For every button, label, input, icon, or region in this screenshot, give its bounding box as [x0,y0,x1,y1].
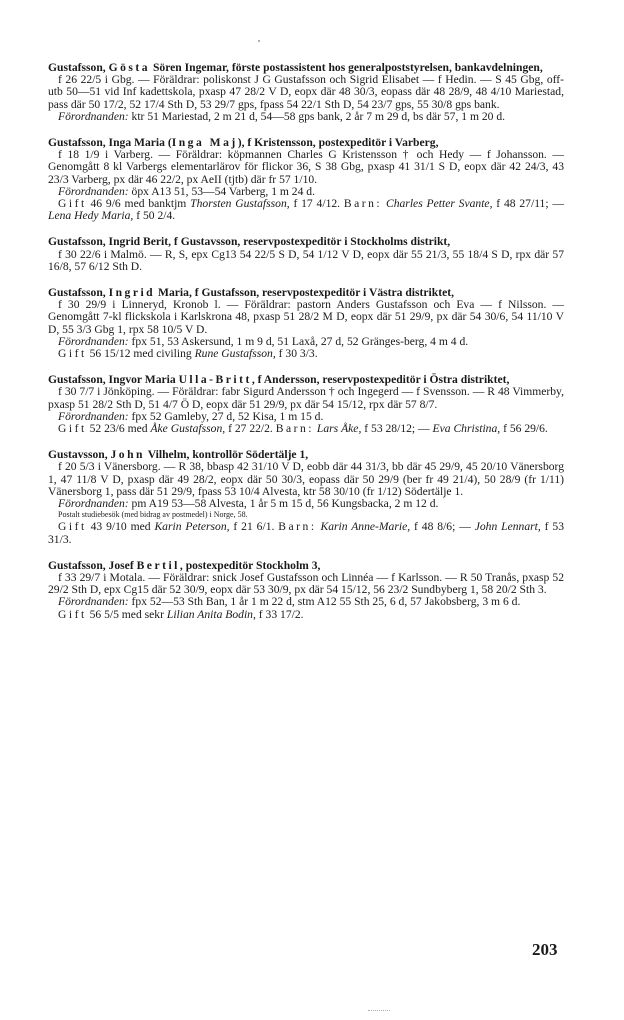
entry-inga-gustafsson [48,137,564,222]
entry-family: Gift 52 23/6 med Åke Gustafsson, f 27 22/2. Barn: Lars Åke, f 53 28/12; — Eva Christina, f 56 29/6. [58,422,548,436]
scan-speck [258,40,260,42]
entry-appointments: Förordnanden: fpx 52—53 Sth Ban, 1 år 1 m 22 d, stm A12 55 Sth 25, 6 d, 57 Jakobsberg, 3 m 6 d. [58,595,521,609]
entry-family: Gift 56 5/5 med sekr Lilian Anita Bodin, f 33 17/2. [58,607,304,621]
scan-mark [368,1010,390,1012]
entry-heading: Gustafsson, Ingrid Maria, f Gustafsson, reservpostexpeditör i Västra distriktet, [48,286,454,300]
entry-heading: Gustafsson, Inga Maria (Inga Maj), f Kristensson, postexpeditör i Varberg, [48,136,439,150]
directory-page [48,62,564,635]
entry-bertil-gustafsson [48,560,564,621]
page-number: 203 [532,940,558,959]
entry-footnote: Postalt studiebesök (med bidrag av postmedel) i Norge, 58. [58,510,248,520]
entry-appointments: Förordnanden: pm A19 53—58 Alvesta, 1 år 5 m 15 d, 56 Kungsbacka, 2 m 12 d. [58,497,439,511]
entry-biography: f 30 29/9 i Linneryd, Kronob l. — Föräldrar: pastorn Anders Gustafsson och Eva — f Nilsson. — Genomgått 7-kl flickskola i Karlskrona 48, pxasp 51 28/2 M D, eopx där 51 29/9, px där 54 30/6, 54 11/10 V D, 55 3/3 Gbg 1, rpx 58 10/5 V D. [48,298,564,336]
entry-heading: Gustafsson, Ingrid Berit, f Gustavsson, reservpostexpeditör i Stockholms distrikt, [48,235,451,249]
entry-ulla-britt-gustafsson [48,374,564,435]
entry-biography: f 33 29/7 i Motala. — Föräldrar: snick Josef Gustafsson och Linnéa — f Karlsson. — R 50 Tranås, pxasp 52 29/2 Sth D, epx Cg15 där 52 30/9, eopx där 53 30/9, px där 54 15/12, 56 23/2 Sundbyberg 1, 58 20/2 Sth 3. [48,570,564,597]
entry-family: Gift 43 9/10 med Karin Peterson, f 21 6/1. Barn: Karin Anne-Marie, f 48 8/6; — John Lennart, f 53 31/3. [48,520,565,546]
entry-biography: f 30 22/6 i Malmö. — R, S, epx Cg13 54 22/5 S D, 54 1/12 V D, eopx där 55 21/3, 55 18/4 S D, rpx där 57 16/8, 57 6/12 Sth D. [48,247,564,273]
entry-appointments: Förordnanden: fpx 51, 53 Askersund, 1 m 9 d, 51 Laxå, 27 d, 52 Gränges-berg, 4 m 4 d. [58,334,469,348]
entry-appointments: Förordnanden: fpx 52 Gamleby, 27 d, 52 Kisa, 1 m 15 d. [58,409,324,423]
entry-family: Gift 46 9/6 med banktjm Thorsten Gustafsson, f 17 4/12. Barn: Charles Petter Svante, f 48 27/11; — Lena Hedy Maria, f 50 2/4. [48,197,564,223]
entry-ingrid-maria-gustafsson [48,287,564,360]
entry-biography: f 26 22/5 i Gbg. — Föräldrar: poliskonst J G Gustafsson och Sigrid Elisabet — f Hedin. — S 45 Gbg, off-utb 50—51 vid Inf kadettskola, pxasp 47 28/2 V D, eopx där 48 30/3, eopass där 48 28/9, 48 4/10 Mariestad, pass där 50 17/2, 52 17/4 Sth D, 53 29/7 gps, fpass 54 22/1 Sth D, 54 23/7 gps, 55 30/8 gps bank. [48,73,564,111]
entry-appointments: Förordnanden: öpx A13 51, 53—54 Varberg, 1 m 24 d. [58,184,315,198]
entry-biography: f 30 7/7 i Jönköping. — Föräldrar: fabr Sigurd Andersson † och Ingegerd — f Svensson. — R 48 Vimmerby, pxasp 51 28/2 Sth D, 51 4/7 Ö D, eopx där 51 29/9, px där 54 15/12, rpx där 57 8/7. [48,385,564,411]
entry-heading: Gustafsson, Ingvor Maria Ulla-Britt, f Andersson, reservpostexpeditör i Östra distriktet, [48,373,510,387]
entry-heading: Gustafsson, Gösta Sören Ingemar, förste postassistent hos generalpoststyrelsen, bankavdelningen, [48,61,543,74]
entry-appointments: Förordnanden: ktr 51 Mariestad, 2 m 21 d, 54—58 gps bank, 2 år 7 m 29 d, bs där 57, 1 m 20 d. [58,109,506,123]
entry-family: Gift 56 15/12 med civiling Rune Gustafsson, f 30 3/3. [58,347,318,361]
entry-gosta-gustafsson [48,62,564,123]
entry-biography: f 18 1/9 i Varberg. — Föräldrar: köpmannen Charles G Kristensson † och Hedy — f Johansson. — Genomgått 8 kl Varbergs elementarlärov för flickor 36, S 38 Gbg, pxasp 41 31/1 S D, eopx där 42 24/3, 43 23/3 Varberg, px där 46 22/2, px AeII (tjtb) där fr 57 1/10. [48,148,564,186]
entry-john-gustavsson [48,449,564,545]
entry-heading: Gustafsson, Josef Bertil, postexpeditör Stockholm 3, [48,558,321,572]
entry-ingrid-berit-gustafsson [48,236,564,273]
entry-biography: f 20 5/3 i Vänersborg. — R 38, bbasp 42 31/10 V D, eobb där 44 31/3, bb där 45 29/9, 45 20/10 Vänersborg 1, 47 11/8 V D, pxasp där 49 28/2, eopx där 50 30/3, eopass där 50 29/9 (ber fr 49 21/4), 50 28/9 (fr 1/11) Vänersborg 1, pass där 51 29/9, fpass 53 10/4 Alvesta, ktr 58 30/10 (fr 1/12) Södertälje 1. [48,460,564,498]
entry-heading: Gustavsson, John Vilhelm, kontrollör Södertälje 1, [48,448,309,462]
